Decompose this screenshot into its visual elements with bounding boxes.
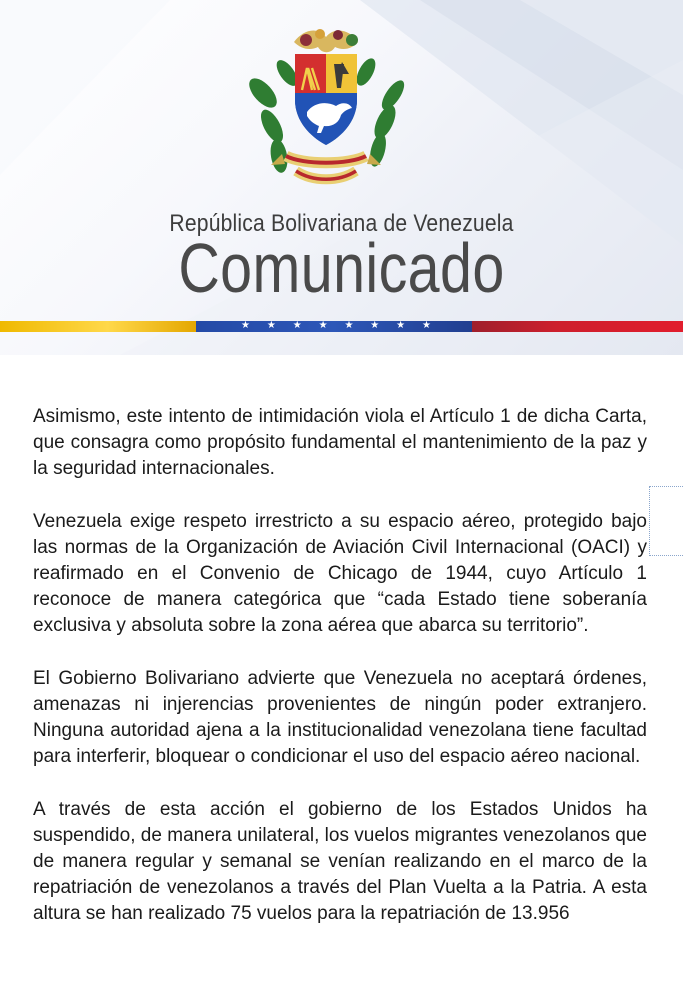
- flag-yellow-band: [0, 321, 196, 332]
- star-icon: ★: [318, 321, 328, 331]
- paragraph: A través de esta acción el gobierno de los Estados Unidos ha suspendido, de manera unilateral, los vuelos migrantes venezolanos que de manera regular y semanal se venían realizando en el marco de la repatriación de venezolanos a través del Plan Vuelta a la Patria. A esta altura se han realizado 75 vuelos para la repatriación de 13.956: [33, 799, 647, 924]
- paragraph: El Gobierno Bolivariano advierte que Venezuela no aceptará órdenes, amenazas ni injerencias provenientes de ningún poder extranjero. Ninguna autoridad ajena a la institucionalidad venezolana tiene facultad para interferir, bloquear o condicionar el uso del espacio aéreo nacional.: [33, 668, 647, 767]
- star-icon: ★: [422, 321, 431, 331]
- venezuela-coat-of-arms-icon: [240, 18, 412, 206]
- star-icon: ★: [266, 321, 276, 331]
- paragraph: Asimismo, este intento de intimidación viola el Artículo 1 de dicha Carta, que consagra como propósito fundamental el mantenimiento de la paz y la seguridad internacionales.: [33, 406, 647, 479]
- star-icon: ★: [292, 321, 302, 331]
- paragraph: Venezuela exige respeto irrestricto a su espacio aéreo, protegido bajo las normas de la Organización de Aviación Civil Internacional (OACI) y reafirmado en el Convenio de Chicago de 1944, cuyo Artículo 1 reconoce de manera categórica que “cada Estado tiene soberanía exclusiva y absoluta sobre la zona aérea que abarca su territorio”.: [33, 511, 647, 636]
- communique-body: [33, 404, 647, 927]
- flag-blue-band: [196, 321, 472, 332]
- flag-strip: [0, 321, 683, 332]
- flag-stars: [241, 321, 431, 332]
- page-title: Comunicado: [178, 229, 505, 307]
- star-icon: ★: [344, 321, 354, 331]
- star-icon: ★: [241, 321, 250, 331]
- star-icon: ★: [370, 321, 380, 331]
- star-icon: ★: [396, 321, 406, 331]
- flag-red-band: [472, 321, 683, 332]
- header-banner: [0, 0, 683, 355]
- republic-name: República Bolivariana de Venezuela: [169, 210, 514, 237]
- scan-crop-marker: [649, 486, 683, 556]
